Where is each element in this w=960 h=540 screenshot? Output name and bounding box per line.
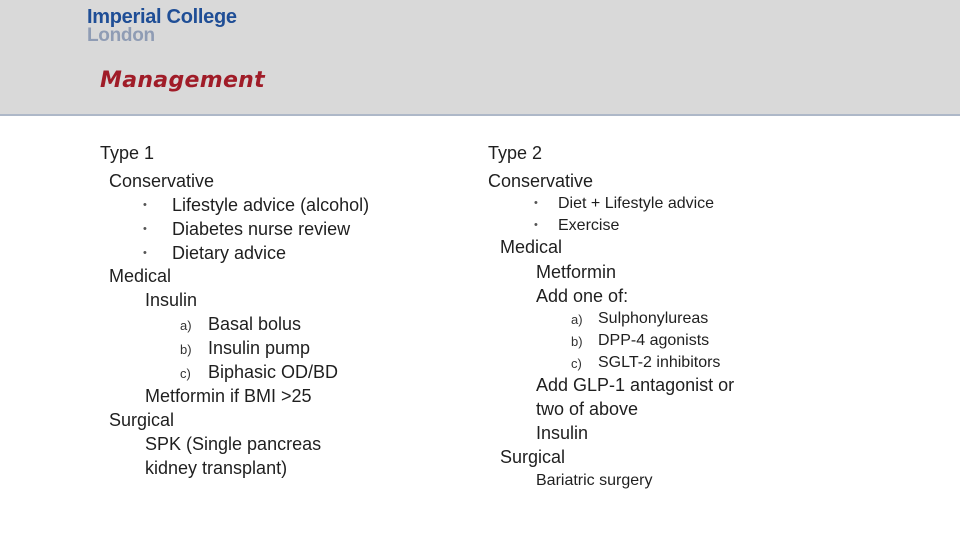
list-item: Diabetes nurse review bbox=[172, 219, 351, 239]
bullet-icon: • bbox=[143, 199, 147, 211]
list-marker: c) bbox=[180, 366, 191, 381]
slide-header bbox=[0, 0, 960, 116]
type2-insulin: Insulin bbox=[536, 423, 589, 443]
type1-metformin: Metformin if BMI >25 bbox=[145, 386, 312, 406]
list-item: Basal bolus bbox=[208, 314, 302, 334]
list-marker: c) bbox=[571, 356, 582, 371]
type1-spk-line-2: kidney transplant) bbox=[145, 458, 288, 478]
list-item: SGLT-2 inhibitors bbox=[598, 354, 721, 371]
list-marker: a) bbox=[571, 312, 583, 327]
bullet-icon: • bbox=[143, 247, 147, 259]
type2-glp-line-2: two of above bbox=[536, 399, 639, 419]
list-item: DPP-4 agonists bbox=[598, 332, 710, 349]
type1-insulin: Insulin bbox=[145, 290, 198, 310]
type2-metformin: Metformin bbox=[536, 262, 617, 282]
list-item: Diet + Lifestyle advice bbox=[558, 195, 715, 212]
type1-surgical: Surgical bbox=[109, 410, 175, 430]
list-marker: b) bbox=[571, 334, 583, 349]
type1-conservative: Conservative bbox=[109, 171, 215, 191]
logo-line-1: Imperial College bbox=[87, 6, 237, 28]
type2-bariatric: Bariatric surgery bbox=[536, 472, 653, 489]
bullet-icon: • bbox=[534, 219, 538, 231]
bullet-icon: • bbox=[534, 197, 538, 209]
type1-medical: Medical bbox=[109, 266, 172, 286]
bullet-icon: • bbox=[143, 223, 147, 235]
type2-add-one-of: Add one of: bbox=[536, 286, 629, 306]
type2-medical: Medical bbox=[500, 237, 563, 257]
list-item: Dietary advice bbox=[172, 243, 287, 263]
list-item: Lifestyle advice (alcohol) bbox=[172, 195, 370, 215]
list-item: Insulin pump bbox=[208, 338, 311, 358]
logo-line-2: London bbox=[87, 25, 155, 46]
list-item: Exercise bbox=[558, 217, 620, 234]
type1-heading: Type 1 bbox=[100, 143, 155, 163]
type2-glp-line-1: Add GLP-1 antagonist or bbox=[536, 375, 735, 395]
type2-conservative: Conservative bbox=[488, 171, 594, 191]
list-marker: a) bbox=[180, 318, 192, 333]
list-item: Biphasic OD/BD bbox=[208, 362, 339, 382]
list-item: Sulphonylureas bbox=[598, 310, 709, 327]
list-marker: b) bbox=[180, 342, 192, 357]
type2-surgical: Surgical bbox=[500, 447, 566, 467]
type1-spk-line-1: SPK (Single pancreas bbox=[145, 434, 322, 454]
type2-heading: Type 2 bbox=[488, 143, 543, 163]
imperial-college-logo bbox=[87, 8, 237, 44]
slide-title: Management bbox=[100, 68, 265, 93]
